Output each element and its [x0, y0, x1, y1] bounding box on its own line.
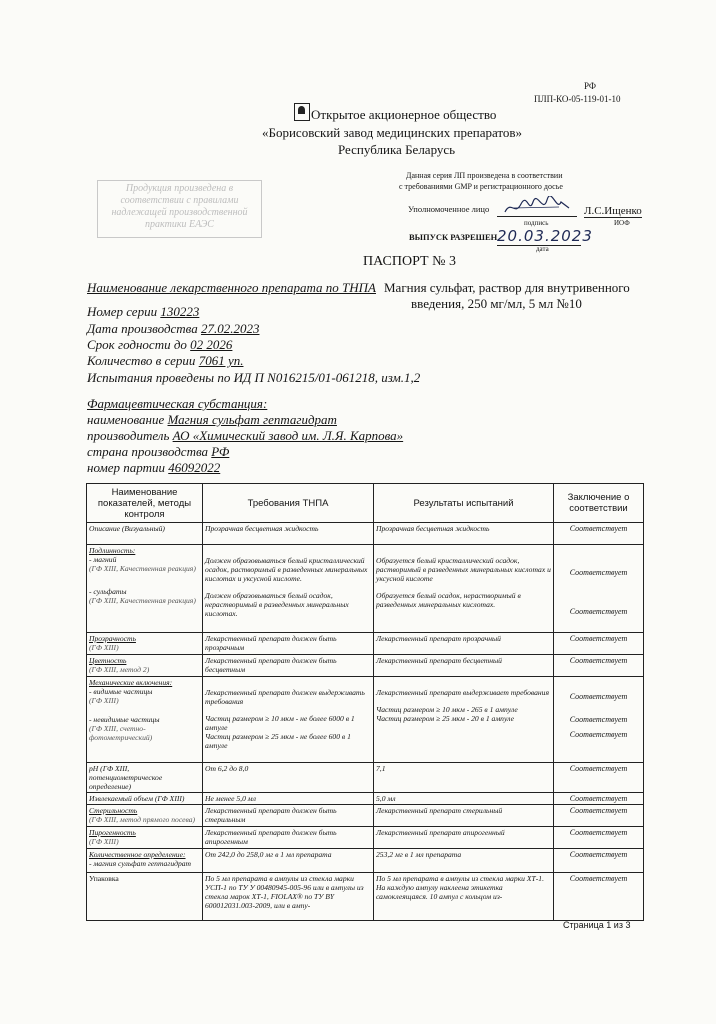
table-row: [87, 545, 644, 633]
row-result: Частиц размером ≥ 10 мкм - 265 в 1 ампуле: [376, 705, 518, 714]
name-caption: ИОФ: [614, 219, 630, 227]
header-indicators: Наименование показателей, методы контроля: [87, 484, 203, 523]
table-header-row: [87, 484, 644, 523]
row-subname: - магний: [89, 555, 117, 564]
row-requirement: Лекарственный препарат должен быть стерильным: [203, 805, 374, 827]
company-line-3: Республика Беларусь: [338, 142, 456, 157]
lot-row: [87, 460, 220, 476]
row-requirement: Должен образовываться белый кристаллический осадок, растворимый в разведенных минеральных кислотах и уксусной кислоте.: [205, 556, 368, 583]
row-result: Частиц размером ≥ 25 мкм - 20 в 1 ампуле: [376, 714, 514, 723]
authorized-person-label: Уполномоченное лицо: [408, 204, 490, 214]
row-requirement: От 6,2 до 8,0: [203, 763, 374, 793]
production-date-value: 27.02.2023: [200, 321, 260, 336]
row-method: (ГФ XIII): [89, 696, 119, 705]
row-result: 253,2 мг в 1 мл препарата: [374, 849, 554, 873]
row-conclusion: Соответствует: [554, 655, 644, 677]
row-conclusion: Соответствует: [569, 692, 628, 701]
row-result: Лекарственный препарат стерильный: [374, 805, 554, 827]
row-result: Лекарственный препарат апирогенный: [374, 827, 554, 849]
table-row: [87, 827, 644, 849]
document-code: ПЛП-КО-05-119-01-10: [534, 94, 621, 104]
row-method: (ГФ XIII, Качественная реакция): [89, 596, 196, 605]
row-result: Лекарственный препарат бесцветный: [374, 655, 554, 677]
passport-title: ПАСПОРТ № 3: [363, 254, 456, 269]
row-method: (ГФ XIII): [89, 837, 119, 846]
expiry-row: [87, 337, 232, 353]
country-row: [87, 444, 229, 460]
lot-label: номер партии: [87, 460, 165, 475]
substance-name-value: Магния сульфат гептагидрат: [167, 412, 337, 427]
date-caption: дата: [536, 245, 549, 253]
company-line-2: «Борисовский завод медицинских препаратов»: [262, 125, 523, 140]
row-method: (ГФ XIII, метод прямого посева): [89, 815, 196, 824]
table-row: [87, 793, 644, 805]
page-number: Страница 1 из 3: [563, 920, 631, 930]
row-name: pH (ГФ XIII, потенциометрическое определение): [87, 763, 203, 793]
table-row: [87, 763, 644, 793]
header-requirements: Требования ТНПА: [203, 484, 374, 523]
header-results: Результаты испытаний: [374, 484, 554, 523]
row-subname: - сульфаты: [89, 587, 127, 596]
row-name: Пирогенность: [89, 828, 136, 837]
row-result: Образуется белый кристаллический осадок, растворимый в разведенных минеральных кислотах и уксусной кислоте: [376, 556, 551, 583]
row-requirement: Лекарственный препарат должен быть прозрачным: [203, 633, 374, 655]
row-subname: - невидимые частицы: [89, 715, 160, 724]
row-method: (ГФ XIII, Качественная реакция): [89, 564, 196, 573]
row-method: (ГФ XIII, счетно-фотометрический): [89, 724, 153, 742]
row-conclusion: Соответствует: [554, 827, 644, 849]
row-name: Количественное определение:: [89, 850, 186, 859]
row-conclusion: Соответствует: [554, 873, 644, 921]
row-requirement: От 242,0 до 258,0 мг в 1 мл препарата: [203, 849, 374, 873]
row-result: По 5 мл препарата в ампулы из стекла марки ХТ-1. На каждую ампулу наклеена этикетка самоклеящаяся. 10 ампул с кольцом из-: [374, 873, 554, 921]
tests-text: Испытания проведены по ИД П N016215/01-061218, изм.1,2: [87, 370, 421, 385]
row-conclusion: Соответствует: [569, 607, 628, 616]
row-name: Цветность: [89, 656, 127, 665]
row-conclusion: Соответствует: [569, 730, 628, 739]
row-subname: - видимые частицы: [89, 687, 153, 696]
row-conclusion: Соответствует: [554, 523, 644, 545]
row-conclusion: Соответствует: [569, 715, 628, 724]
authorized-person-name: Л.С.Ищенко: [584, 205, 642, 217]
release-label: ВЫПУСК РАЗРЕШЕН: [409, 232, 498, 242]
product-label: Наименование лекарственного препарата по ТНПА: [87, 280, 377, 295]
product-value-line-1: Магния сульфат, раствор для внутривенного: [384, 280, 630, 295]
row-subname: - магния сульфат гептагидрат: [89, 859, 192, 868]
row-requirement: Лекарственный препарат должен быть апирогенным: [203, 827, 374, 849]
country-code: РФ: [584, 81, 596, 91]
manufacturer-label: производитель: [87, 428, 170, 443]
handwritten-signature: [503, 196, 571, 218]
row-result: Лекарственный препарат прозрачный: [374, 633, 554, 655]
series-label: Номер серии: [87, 304, 158, 319]
manufacturer-row: [87, 428, 403, 444]
row-requirement: Должен образовываться белый осадок, нерастворимый в разведенных минеральных кислотах.: [205, 591, 349, 618]
product-value-line-2: введения, 250 мг/мл, 5 мл №10: [411, 296, 582, 311]
release-date: 20.03.2023: [497, 227, 593, 245]
row-name: Прозрачность: [89, 634, 136, 643]
production-date-label: Дата производства: [87, 321, 198, 336]
series-row: [87, 304, 199, 320]
header-conclusion: Заключение о соответствии: [554, 484, 644, 523]
row-result: 5,0 мл: [374, 793, 554, 805]
row-requirement: Лекарственный препарат должен быть бесцветным: [203, 655, 374, 677]
country-value: РФ: [211, 444, 230, 459]
country-label: страна производства: [87, 444, 209, 459]
table-row: [87, 633, 644, 655]
table-row: [87, 805, 644, 827]
expiry-value: 02 2026: [190, 337, 233, 352]
row-requirement: По 5 мл препарата в ампулы из стекла марки УСП-1 по ТУ У 00480945-005-96 или в ампулы из стекла марок ХТ-1, FIOLAX® по ТУ BY 600012031.003-2009, или в ампу-: [203, 873, 374, 921]
row-conclusion: Соответствует: [554, 633, 644, 655]
table-row: [87, 655, 644, 677]
row-requirement: Частиц размером ≥ 10 мкм - не более 6000 в 1 ампуле: [205, 714, 355, 732]
quantity-value: 7061 уп.: [198, 353, 244, 368]
release-note-line-2: с требованиями GMP и регистрационного досье: [399, 182, 563, 191]
quantity-label: Количество в серии: [87, 353, 196, 368]
row-requirement: Не менее 5,0 мл: [203, 793, 374, 805]
row-method: (ГФ XIII): [89, 643, 119, 652]
table-row: [87, 677, 644, 763]
table-row: [87, 873, 644, 921]
row-conclusion: Соответствует: [554, 805, 644, 827]
row-method: (ГФ XIII, метод 2): [89, 665, 150, 674]
row-requirement: Прозрачная бесцветная жидкость: [203, 523, 374, 545]
company-line-1: Открытое акционерное общество: [311, 107, 497, 122]
row-name: Стерильность: [89, 806, 138, 815]
substance-name-label: наименование: [87, 412, 165, 427]
lot-value: 46092022: [168, 460, 221, 475]
company-logo-icon: [294, 103, 310, 121]
signature-caption: подпись: [524, 219, 549, 227]
row-result: 7,1: [374, 763, 554, 793]
expiry-label: Срок годности до: [87, 337, 187, 352]
production-date-row: [87, 321, 259, 337]
row-name: Упаковка: [87, 873, 203, 921]
row-requirement: Частиц размером ≥ 25 мкм - не более 600 в 1 ампуле: [205, 732, 351, 750]
row-name: Подлинность:: [89, 546, 136, 555]
row-conclusion: Соответствует: [569, 568, 628, 577]
release-note-line-1: Данная серия ЛП произведена в соответствии: [406, 171, 563, 180]
test-results-table: [86, 483, 644, 921]
row-conclusion: Соответствует: [554, 849, 644, 873]
row-conclusion: Соответствует: [554, 793, 644, 805]
row-conclusion: Соответствует: [554, 763, 644, 793]
row-name: Описание (Визуальный): [87, 523, 203, 545]
row-requirement: Лекарственный препарат должен выдерживать требования: [205, 688, 365, 706]
row-result: Образуется белый осадок, нерастворимый в разведенных минеральных кислотах.: [376, 591, 521, 609]
gmp-stamp: Продукция произведена в соответствии с правилами надлежащей производственной практики ЕАЭС: [97, 180, 262, 238]
row-result: Лекарственный препарат выдерживает требования: [376, 688, 550, 697]
table-row: [87, 849, 644, 873]
quantity-row: [87, 353, 243, 369]
substance-heading: Фармацевтическая субстанция:: [87, 396, 268, 411]
manufacturer-value: АО «Химический завод им. Л.Я. Карпова»: [172, 428, 404, 443]
table-row: [87, 523, 644, 545]
substance-name-row: [87, 412, 337, 428]
row-name: Механические включения:: [89, 678, 173, 687]
series-value: 130223: [160, 304, 200, 319]
row-name: Извлекаемый объем (ГФ XIII): [87, 793, 203, 805]
row-result: Прозрачная бесцветная жидкость: [374, 523, 554, 545]
